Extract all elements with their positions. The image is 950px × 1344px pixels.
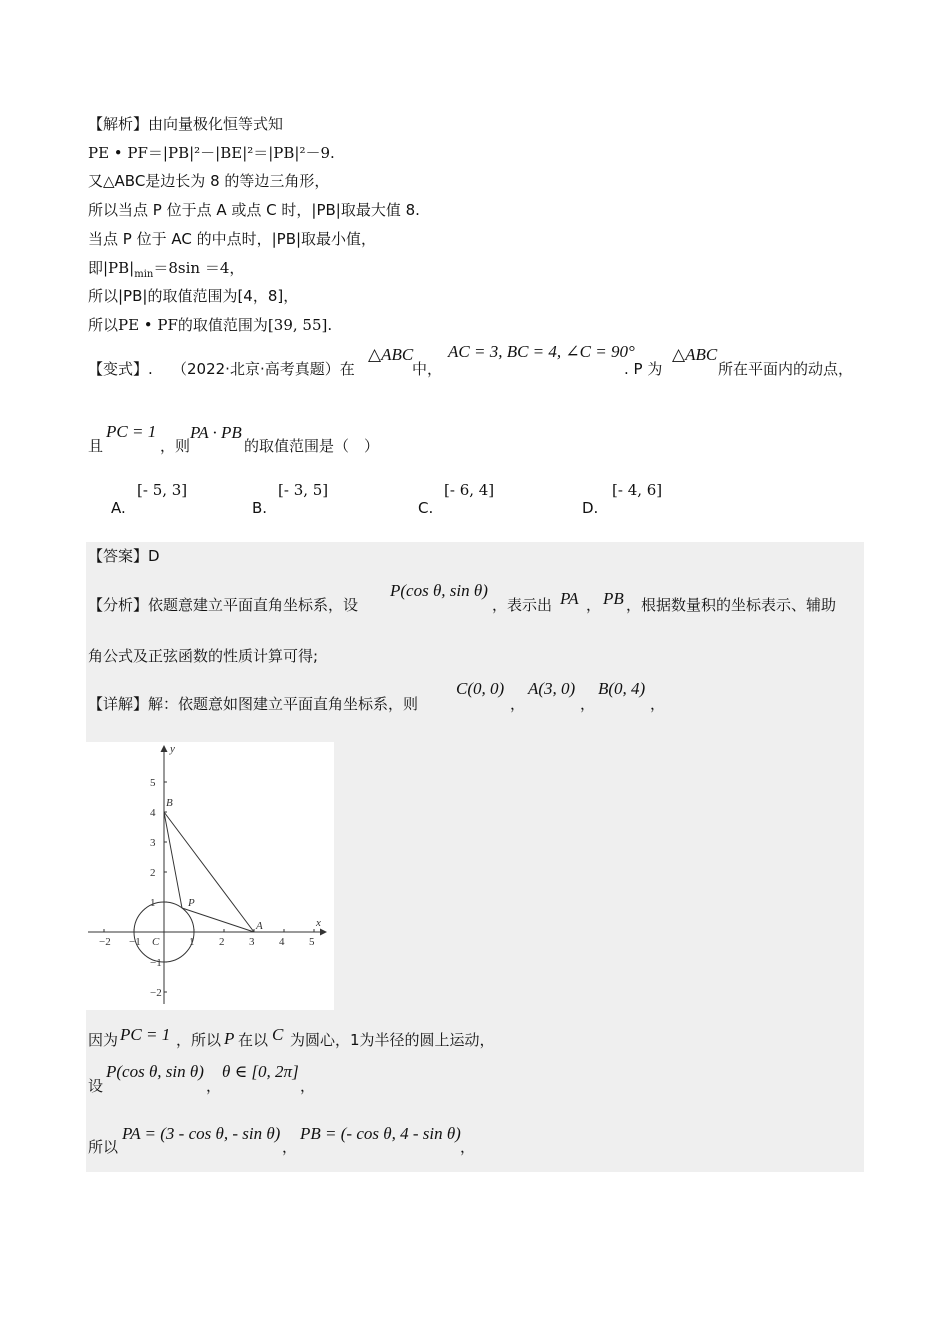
because-label: 因为: [88, 1031, 119, 1049]
option-d-value[interactable]: [- 4, 6]: [612, 481, 663, 499]
p-param-2: P(cos θ, sin θ): [106, 1062, 204, 1081]
analysis-line-2-solution: 角公式及正弦函数的性质计算可得;: [88, 647, 319, 665]
option-d-letter[interactable]: D.: [582, 499, 599, 517]
segment-pa: [182, 908, 254, 932]
comma-1: ，: [510, 695, 526, 713]
p-variable: P: [224, 1029, 235, 1048]
pa-vector: PA = (3 - cos θ, - sin θ): [122, 1124, 281, 1143]
x-tick-label: 5: [309, 936, 315, 948]
theta-range: θ ∈ [0, 2π]: [222, 1062, 299, 1081]
comma-separator: ，: [586, 596, 602, 614]
dot-expression: PA · PB: [190, 423, 242, 442]
x-tick-label: 1: [189, 936, 195, 948]
analysis-end: ，根据数量积的坐标表示、辅助: [626, 596, 837, 614]
variant-label: 【变式】.: [88, 360, 153, 378]
analysis-line-2: 又△ABC是边长为 8 的等边三角形，: [88, 172, 330, 190]
point-a-label: A: [256, 920, 263, 932]
x-tick-label: 4: [279, 936, 285, 948]
comma-4: ，: [206, 1077, 222, 1095]
p-suffix: 所在平面内的动点，: [718, 360, 854, 378]
answer-line: 【答案】D: [88, 547, 160, 565]
vector-pb-label: PB: [603, 589, 624, 608]
analysis-line-7: 所以PE • PF的取值范围为[39, 55].: [88, 316, 333, 334]
so-label: 所以: [88, 1138, 119, 1156]
analysis-mid: ，表示出: [492, 596, 553, 614]
x-tick-label: −2: [99, 936, 111, 948]
ze-text: ，则: [160, 437, 191, 455]
analysis-line-3: 所以当点 P 位于点 A 或点 C 时，|PB|取最大值 8.: [88, 201, 420, 219]
comma-6: ，: [282, 1138, 298, 1156]
point-p-label: P: [188, 897, 195, 909]
because-mid-2: 在以: [238, 1031, 269, 1049]
point-b-label: B: [166, 797, 173, 809]
p-param: P(cos θ, sin θ): [390, 581, 488, 600]
set-label: 设: [88, 1077, 104, 1095]
pb-abs: 即|PB|: [88, 259, 135, 277]
because-mid: ，所以: [176, 1031, 222, 1049]
pc-eq: PC = 1: [120, 1025, 171, 1044]
triangle-conditions: AC = 3, BC = 4, ∠C = 90°: [448, 342, 635, 361]
option-a-letter[interactable]: A.: [111, 499, 126, 517]
qie-text: 且: [88, 437, 104, 455]
analysis-header: 【解析】由向量极化恒等式知: [88, 115, 284, 133]
y-tick-label: 4: [150, 807, 156, 819]
y-axis-label: y: [170, 743, 175, 755]
analysis-line-6: 所以|PB|的取值范围为[4，8]，: [88, 287, 299, 305]
because-end: 为圆心，1为半径的圆上运动，: [290, 1031, 495, 1049]
option-c-letter[interactable]: C.: [418, 499, 434, 517]
x-tick-label: −1: [129, 936, 141, 948]
y-tick-label: 3: [150, 837, 156, 849]
triangle-abc-2: △ABC: [672, 345, 718, 364]
triangle-abc-1: △ABC: [368, 345, 414, 364]
x-axis-label: x: [316, 917, 321, 929]
point-a-coord: A(3, 0): [528, 679, 576, 698]
figure-svg: [86, 742, 334, 1010]
comma-7: ，: [460, 1138, 476, 1156]
pb-vector: PB = (- cos θ, 4 - sin θ): [300, 1124, 461, 1143]
detail-label: 【详解】解：依题意如图建立平面直角坐标系，则: [88, 695, 419, 713]
y-tick-label: 5: [150, 777, 156, 789]
coordinate-figure: [86, 742, 334, 1010]
point-c-coord: C(0, 0): [456, 679, 505, 698]
x-tick-label: 2: [219, 936, 225, 948]
analysis-line-1: PE • PF＝|PB|²－|BE|²＝|PB|²－9.: [88, 144, 335, 162]
option-a-value[interactable]: [- 5, 3]: [137, 481, 188, 499]
option-b-value[interactable]: [- 3, 5]: [278, 481, 329, 499]
x-tick-label: 3: [249, 936, 255, 948]
point-c-label: C: [152, 936, 160, 948]
zhong-text: 中，: [412, 360, 443, 378]
y-tick-label: 2: [150, 867, 156, 879]
y-tick-label: 1: [150, 897, 156, 909]
comma-5: ，: [300, 1077, 316, 1095]
y-tick-label: −1: [150, 957, 162, 969]
option-c-value[interactable]: [- 6, 4]: [444, 481, 495, 499]
min-subscript: min: [134, 269, 154, 280]
segment-bp: [164, 812, 182, 908]
comma-2: ，: [580, 695, 596, 713]
analysis-line-4: 当点 P 位于 AC 的中点时，|PB|取最小值，: [88, 230, 377, 248]
comma-3: ，: [650, 695, 666, 713]
question-end: 的取值范围是（ ）: [244, 437, 380, 455]
vector-pa-label: PA: [560, 589, 579, 608]
pc-condition: PC = 1: [106, 422, 157, 441]
option-b-letter[interactable]: B.: [252, 499, 268, 517]
analysis-label: 【分析】依题意建立平面直角坐标系，设: [88, 596, 359, 614]
p-prefix: . P 为: [624, 360, 663, 378]
point-b-coord: B(0, 4): [598, 679, 646, 698]
analysis-line-5-rest: ＝8sin ＝4，: [153, 259, 245, 277]
segment-ab: [164, 812, 254, 932]
c-variable: C: [272, 1025, 284, 1044]
y-tick-label: −2: [150, 987, 162, 999]
analysis-line-5: [88, 261, 244, 280]
variant-source: （2022·北京·高考真题）在: [172, 360, 355, 378]
